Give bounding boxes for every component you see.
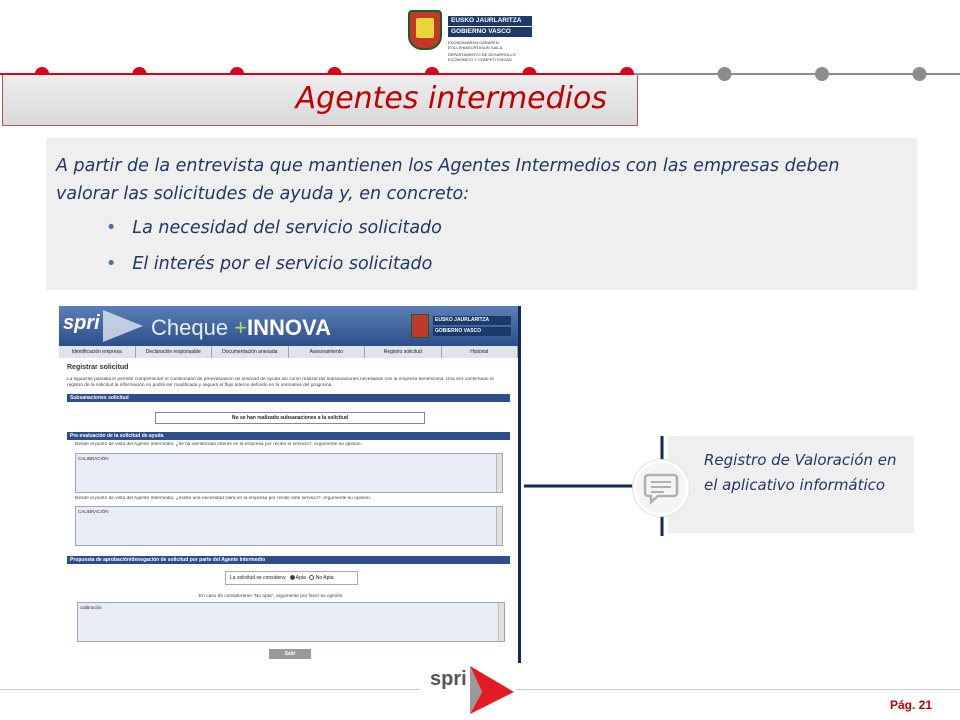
bullet-dot-icon: •	[106, 218, 117, 238]
bullet-text: La necesidad del servicio solicitado	[132, 218, 442, 238]
info-panel	[46, 138, 917, 290]
product-name: INNOVA	[247, 315, 331, 340]
chat-bubble-glyph	[636, 463, 686, 513]
tab-asesoramiento[interactable]: Asesoramiento	[289, 346, 366, 358]
callout-text: Registro de Valoración en el aplicativo informático	[704, 451, 897, 494]
tab-registro-solicitud[interactable]: Registro solicitud	[365, 346, 442, 358]
gov-line-2: GOBIERNO VASCO	[448, 27, 532, 37]
section-description: La siguiente pantalla le permite cumplimentar el cuestionario de preevaluación de solicitud de ayuda así como realizar las subsanaciones necesarias con la empresa beneficiaria. Una vez confirmado el registro de la solicitud la información no podrá ser modificada y seguirá el flujo interno definido en la normativa del programa.	[67, 377, 494, 388]
bullet-text: El interés por el servicio solicitado	[132, 254, 433, 274]
scrollbar[interactable]	[496, 454, 502, 492]
radio-apta[interactable]	[290, 575, 295, 580]
page-title: Agentes intermedios	[295, 81, 607, 116]
spri-logo: spri	[63, 312, 100, 334]
spri-footer-text: spri	[430, 668, 467, 690]
progress-dot-pending	[718, 67, 732, 81]
answer-2-text: CALIBRACIÓN	[78, 509, 109, 514]
option-apta-label: Apta	[295, 575, 306, 581]
considera-box	[225, 571, 358, 585]
spri-arrow-icon	[468, 664, 516, 716]
app-screenshot	[59, 306, 521, 663]
dept-line-2: ETA LEHIAKORTASUN SAILA	[448, 45, 503, 50]
question-1: Desde el punto de vista del Agente Intermedio, ¿se ha identificado interés en la empresa por recibir el servicio?. Argumente su opinión.	[75, 442, 362, 447]
title-banner	[2, 75, 638, 126]
app-gov-logo	[411, 314, 511, 338]
answer-1-textarea[interactable]	[75, 453, 503, 493]
radio-no-apta[interactable]	[309, 575, 314, 580]
product-prefix: Cheque	[151, 315, 235, 340]
answer-2-textarea[interactable]	[75, 506, 503, 546]
spri-arrow-icon	[103, 310, 143, 342]
notice-no-subsanaciones: No se han realizado subsanaciones a la solicitud	[155, 412, 425, 424]
answer-3-textarea[interactable]	[77, 602, 505, 642]
coat-of-arms-icon	[408, 10, 442, 50]
tab-historial[interactable]: Historial	[442, 346, 519, 358]
bullet-item	[106, 218, 442, 238]
dept-line-1: EKONOMIAREN GARAPEN	[448, 40, 499, 45]
exit-button[interactable]: Salir	[269, 649, 311, 659]
scrollbar[interactable]	[498, 603, 504, 641]
page-number: Pág. 21	[889, 698, 932, 712]
answer-1-text: CALIBRACIÓN	[78, 456, 109, 461]
bar-propuesta: Propuesta de aprobación/denegación de solicitud por parte del Agente Intermedio	[67, 556, 510, 564]
tab-declaracion-responsable[interactable]: Declaración responsable	[136, 346, 213, 358]
progress-dot-pending	[913, 67, 927, 81]
app-gov-line-1: EUSKO JAURLARITZA	[433, 316, 511, 325]
tab-documentacion-anexada[interactable]: Documentación anexada	[212, 346, 289, 358]
chat-bubble-icon	[633, 460, 689, 516]
bullet-item	[106, 254, 432, 274]
bar-preevaluacion: Pre-evaluación de la solicitud de ayuda	[67, 432, 510, 440]
dept-line-4: ECONÓMICO Y COMPETITIVIDAD	[448, 57, 512, 62]
app-body	[59, 358, 518, 663]
dept-line-3: DEPARTAMENTO DE DESARROLLO	[448, 52, 516, 57]
answer-3-text: calibración	[80, 605, 102, 610]
app-product-title	[151, 315, 331, 341]
progress-dot-pending	[815, 67, 829, 81]
option-no-apta-label: No Apta	[315, 575, 334, 581]
coat-of-arms-icon	[411, 314, 429, 338]
section-title: Registrar solicitud	[67, 364, 129, 371]
gobierno-vasco-logo	[408, 10, 533, 66]
tab-identificacion-empresa[interactable]: Identificación empresa	[59, 346, 136, 358]
bullet-dot-icon: •	[106, 254, 117, 274]
app-gov-line-2: GOBIERNO VASCO	[433, 327, 511, 336]
scrollbar[interactable]	[496, 507, 502, 545]
considera-label: La solicitud se considera:	[230, 575, 287, 581]
bar-subsanaciones: Subsanaciones solicitud	[67, 394, 510, 402]
question-2: Desde el punto de vista del Agente Intermedio, ¿existe una necesidad clara en la empresa por recibir este servicio?. Argumente su opinión.	[75, 496, 371, 501]
app-banner	[59, 306, 518, 346]
spri-footer-logo	[420, 662, 516, 718]
app-tabs	[59, 346, 518, 358]
no-apta-prompt: En caso de considerarse "No apta", argumente por favor su opinión	[199, 594, 343, 599]
intro-text: A partir de la entrevista que mantienen los Agentes Intermedios con las empresas deben valorar las solicitudes de ayuda y, en concreto:	[56, 156, 840, 204]
product-plus: +	[234, 315, 248, 340]
gov-line-1: EUSKO JAURLARITZA	[448, 16, 532, 26]
callout-box	[668, 436, 914, 533]
